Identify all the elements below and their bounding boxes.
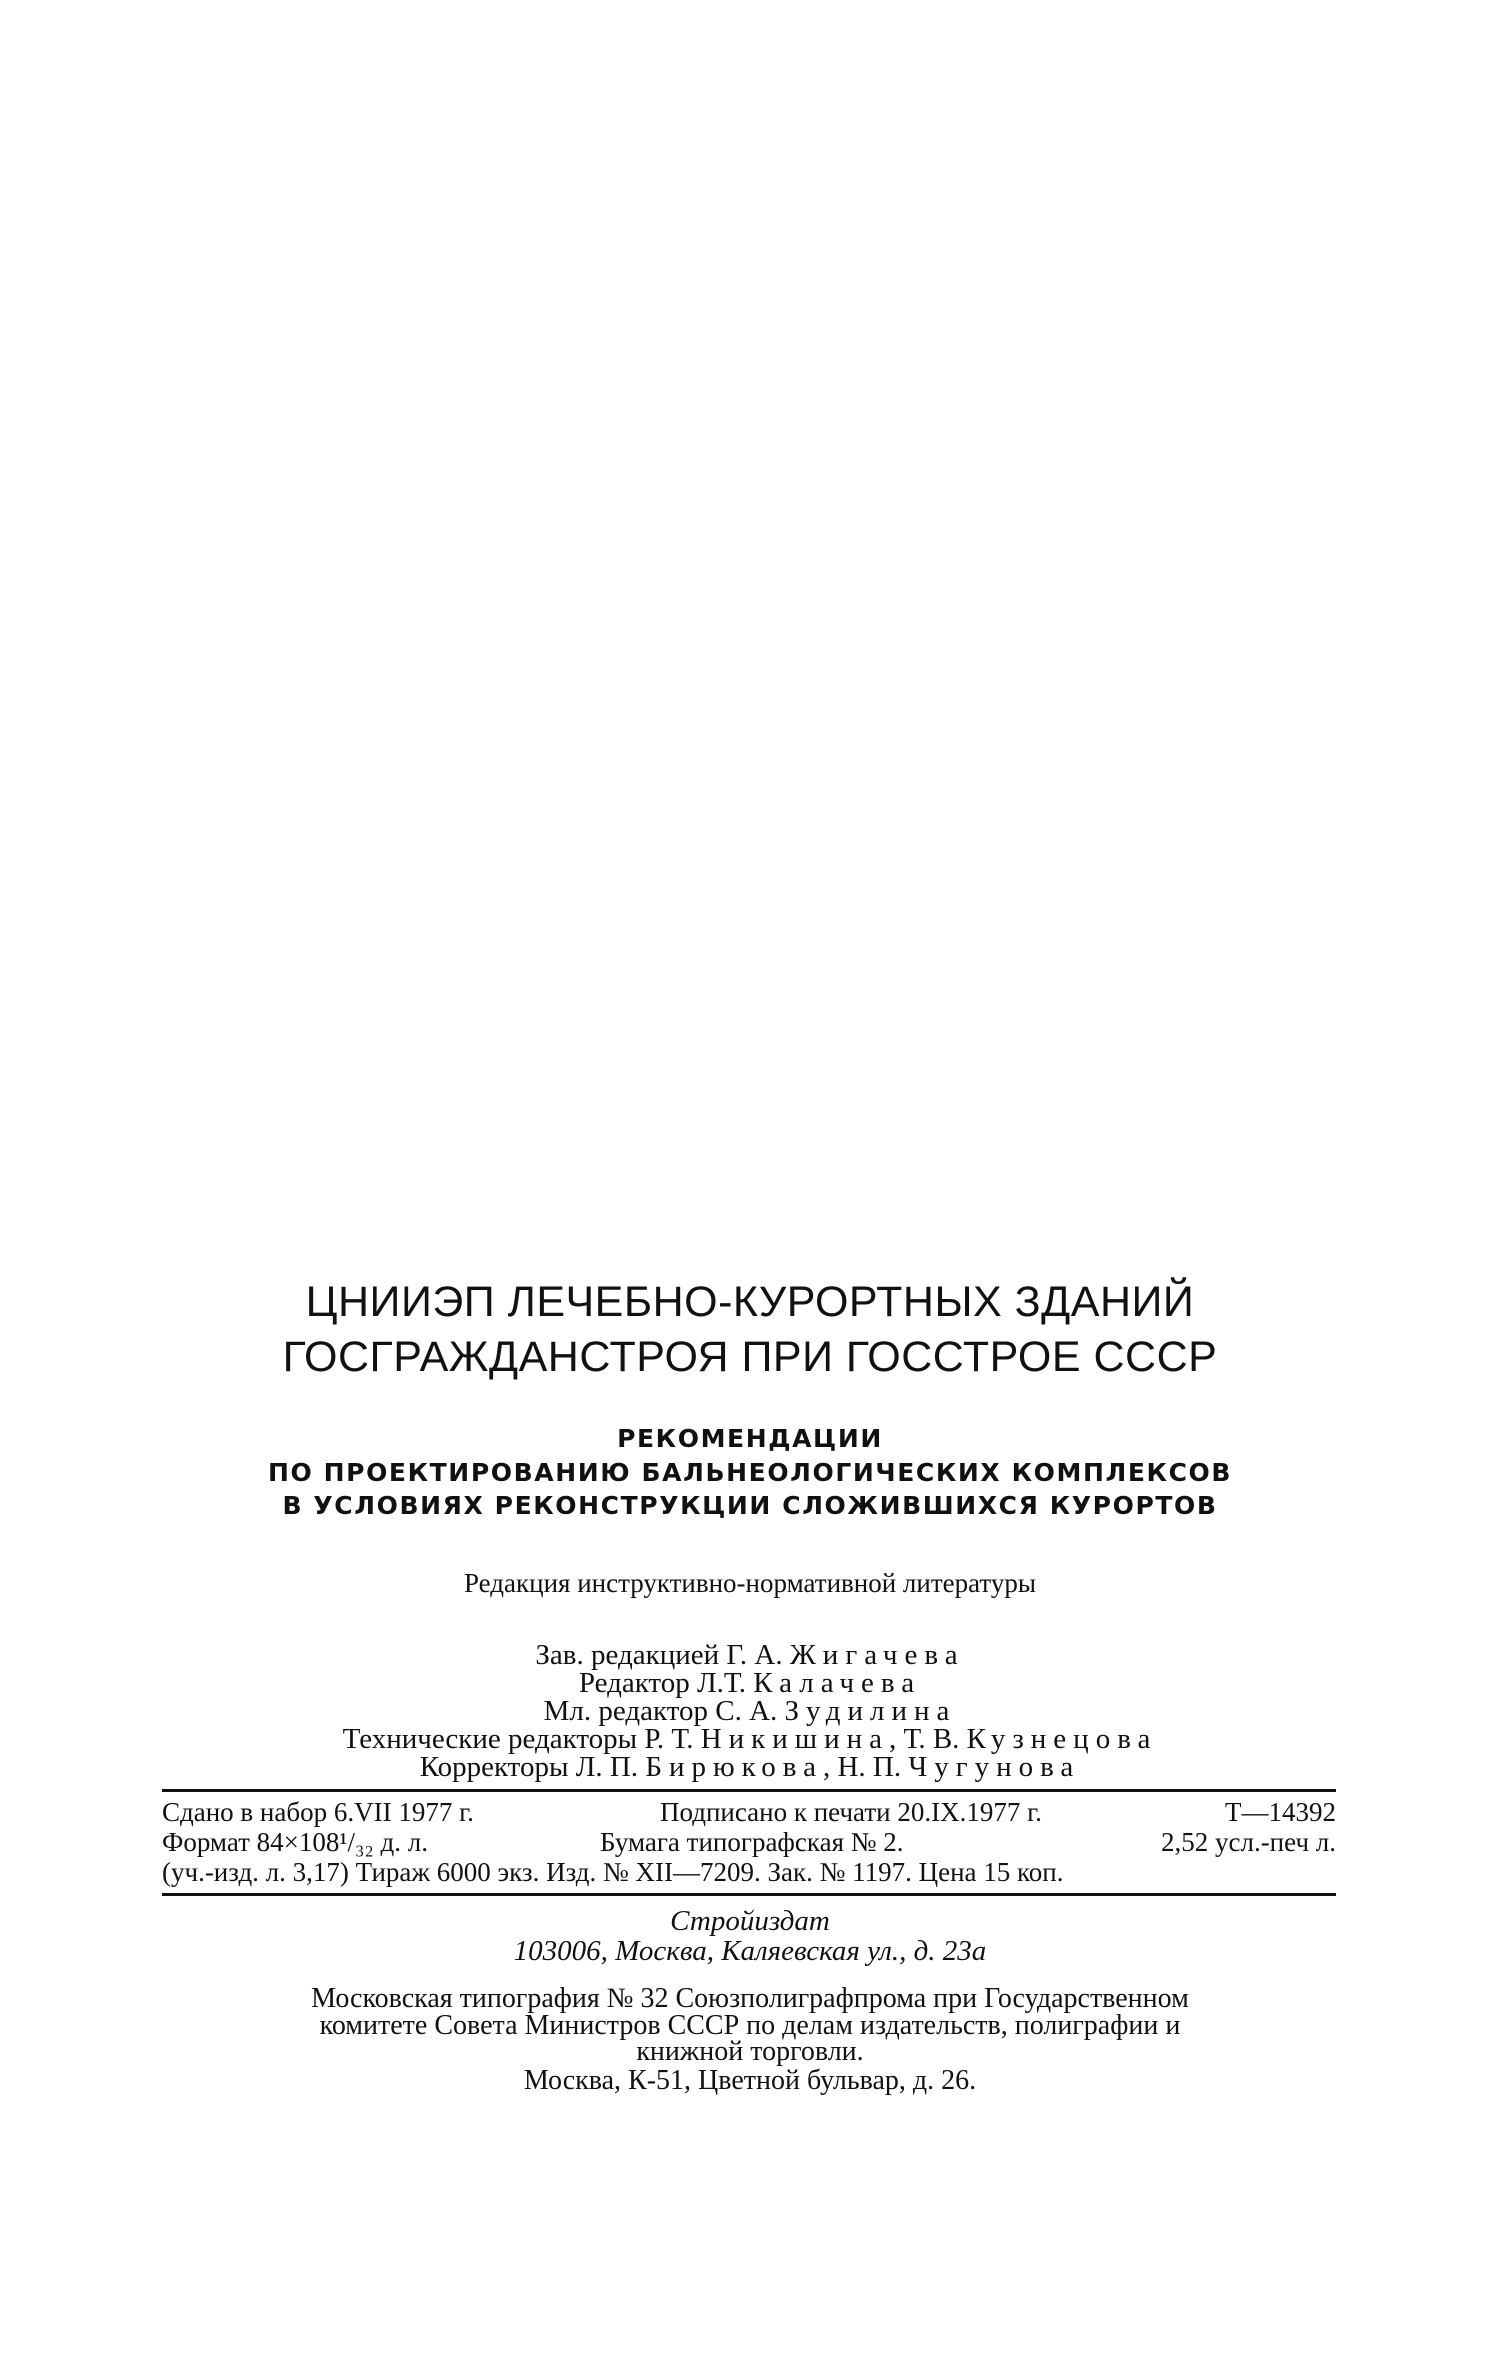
- staff-name: Жигачева: [789, 1639, 965, 1671]
- printer-line-4: Москва, К-51, Цветной бульвар, д. 26.: [523, 2065, 977, 2096]
- staff-name: Никишина: [700, 1723, 890, 1755]
- staff-name-2: Кузнецова: [966, 1723, 1158, 1755]
- title-line-3: В УСЛОВИЯХ РЕКОНСТРУКЦИИ СЛОЖИВШИХСЯ КУРОРТОВ: [282, 1491, 1218, 1520]
- paper-type: Бумага типографская № 2.: [600, 1827, 904, 1857]
- printer-line-3: книжной торговли.: [636, 2036, 864, 2067]
- staff-name: Калачева: [753, 1667, 922, 1699]
- staff-name: Зудилина: [784, 1695, 957, 1727]
- staff-role: Технические редакторы Р. Т.: [342, 1723, 694, 1755]
- staff-name: Бирюкова: [645, 1751, 823, 1783]
- signed-date: Подписано к печати 20.IX.1977 г.: [660, 1797, 1042, 1827]
- staff-role-2: , Т. В.: [889, 1723, 960, 1755]
- imprint-row-3: [162, 1857, 1336, 1887]
- staff-name-2: Чугунова: [908, 1751, 1081, 1783]
- organization-line-2: ГОСГРАЖДАНСТРОЯ ПРИ ГОССТРОЕ СССР: [282, 1333, 1218, 1381]
- imprint-bottom-rule: [162, 1893, 1336, 1896]
- title-line-1: РЕКОМЕНДАЦИИ: [617, 1424, 883, 1453]
- staff-role: Мл. редактор С. А.: [543, 1695, 778, 1727]
- staff-role: Корректоры Л. П.: [419, 1751, 639, 1783]
- organization-line-1: ЦНИИЭП ЛЕЧЕБНО-КУРОРТНЫХ ЗДАНИЙ: [305, 1278, 1195, 1326]
- order-code: Т—14392: [1225, 1797, 1336, 1827]
- imprint-row-2: [162, 1827, 1336, 1857]
- printer-line-2: комитете Совета Министров СССР по делам издательств, полиграфии и: [319, 2010, 1181, 2041]
- printed-sheets: 2,52 усл.-печ л.: [1160, 1827, 1336, 1857]
- staff-role: Зав. редакцией Г. А.: [535, 1639, 783, 1671]
- publisher-address: 103006, Москва, Каляевская ул., д. 23а: [513, 1935, 987, 1967]
- publisher-name: Стройиздат: [670, 1905, 830, 1937]
- imprint-row-1: [162, 1797, 1336, 1827]
- staff-line-2: [0, 1668, 1500, 1698]
- staff-line-5: [0, 1752, 1500, 1782]
- staff-line-1: [0, 1640, 1500, 1670]
- staff-line-3: [0, 1696, 1500, 1726]
- title-line-2: ПО ПРОЕКТИРОВАНИЮ БАЛЬНЕОЛОГИЧЕСКИХ КОМПЛЕКСОВ: [267, 1458, 1233, 1487]
- staff-role-2: , Н. П.: [822, 1751, 902, 1783]
- imprint-top-rule: [162, 1789, 1336, 1792]
- submitted-date: Сдано в набор 6.VII 1977 г.: [162, 1797, 474, 1827]
- format: Формат 84×108¹/₃₂ д. л.: [162, 1827, 429, 1857]
- printer-line-1: Московская типография № 32 Союзполиграфпрома при Государственном: [311, 1983, 1189, 2014]
- staff-line-4: [0, 1724, 1500, 1754]
- editorial-office: Редакция инструктивно-нормативной литературы: [464, 1568, 1036, 1598]
- staff-role: Редактор Л.Т.: [578, 1667, 746, 1699]
- print-run-details: (уч.-изд. л. 3,17) Тираж 6000 экз. Изд. № XII—7209. Зак. № 1197. Цена 15 коп.: [162, 1857, 1064, 1887]
